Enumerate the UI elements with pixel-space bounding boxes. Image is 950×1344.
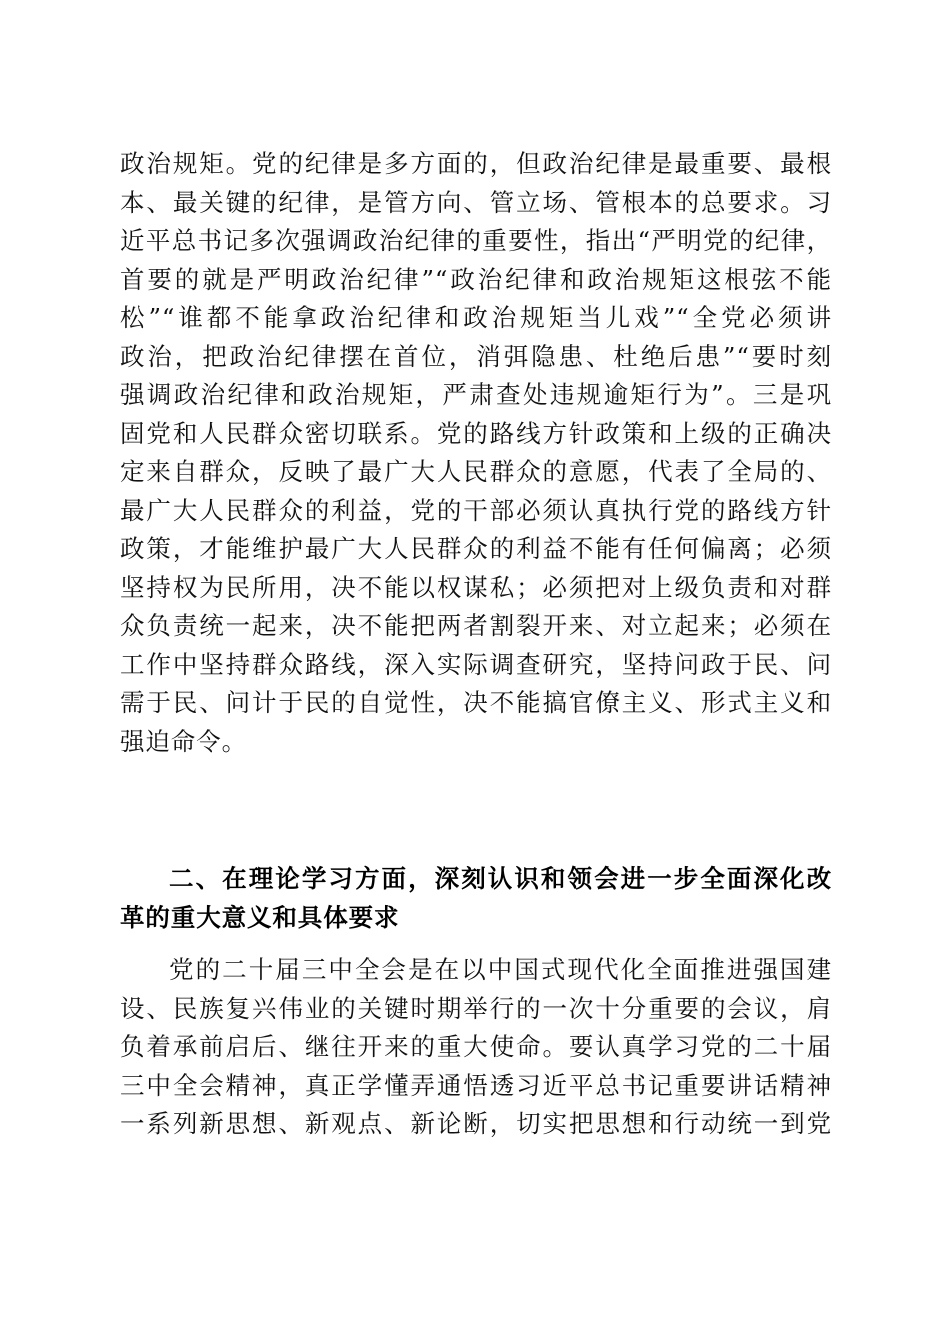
text-line: 强迫命令。 — [120, 726, 247, 756]
text-line: 近平总书记多次强调政治纪律的重要性，指出“严明党的纪律， — [120, 226, 832, 255]
paragraph-political-discipline — [120, 145, 832, 761]
text-line: 固党和人民群众密切联系。党的路线方针政策和上级的正确决 — [120, 418, 832, 448]
text-line: 设、民族复兴伟业的关键时期举行的一次十分重要的会议，肩 — [120, 993, 832, 1023]
text-line: 政治，把政治纪律摆在首位，消弭隐患、杜绝后患”“要时刻 — [120, 341, 832, 371]
text-line: 政治规矩。党的纪律是多方面的，但政治纪律是最重要、最根 — [120, 149, 832, 178]
text-line: 定来自群众，反映了最广大人民群众的意愿，代表了全局的、 — [120, 457, 832, 486]
text-line: 松”“谁都不能拿政治纪律和政治规矩当儿戏”“全党必须讲 — [120, 303, 832, 332]
text-line: 党的二十届三中全会是在以中国式现代化全面推进强国建 — [169, 955, 832, 984]
paragraph-third-plenary-session — [120, 951, 832, 1144]
text-line: 本、最关键的纪律，是管方向、管立场、管根本的总要求。习 — [120, 187, 832, 217]
text-line: 众负责统一起来，决不能把两者割裂开来、对立起来；必须在 — [120, 611, 832, 640]
text-line: 强调政治纪律和政治规矩，严肃查处违规逾矩行为”。三是巩 — [120, 380, 832, 409]
text-line: 坚持权为民所用，决不能以权谋私；必须把对上级负责和对群 — [120, 572, 832, 602]
text-line: 三中全会精神，真正学懂弄通悟透习近平总书记重要讲话精神 — [120, 1070, 832, 1100]
text-line: 政策，才能维护最广大人民群众的利益不能有任何偏离；必须 — [120, 534, 832, 563]
heading-line: 革的重大意义和具体要求 — [120, 902, 400, 932]
text-line: 最广大人民群众的利益，党的干部必须认真执行党的路线方针 — [120, 495, 832, 525]
heading-line: 二、在理论学习方面，深刻认识和领会进一步全面深化改 — [169, 864, 832, 893]
text-line: 负着承前启后、继往开来的重大使命。要认真学习党的二十届 — [120, 1032, 832, 1061]
text-line: 工作中坚持群众路线，深入实际调查研究，坚持问政于民、问 — [120, 649, 832, 679]
text-line: 首要的就是严明政治纪律”“政治纪律和政治规矩这根弦不能 — [120, 264, 832, 294]
text-line: 需于民、问计于民的自觉性，决不能搞官僚主义、形式主义和 — [120, 688, 832, 717]
section-heading-theory-study — [120, 860, 832, 937]
text-line: 一系列新思想、新观点、新论断，切实把思想和行动统一到党 — [120, 1109, 832, 1138]
